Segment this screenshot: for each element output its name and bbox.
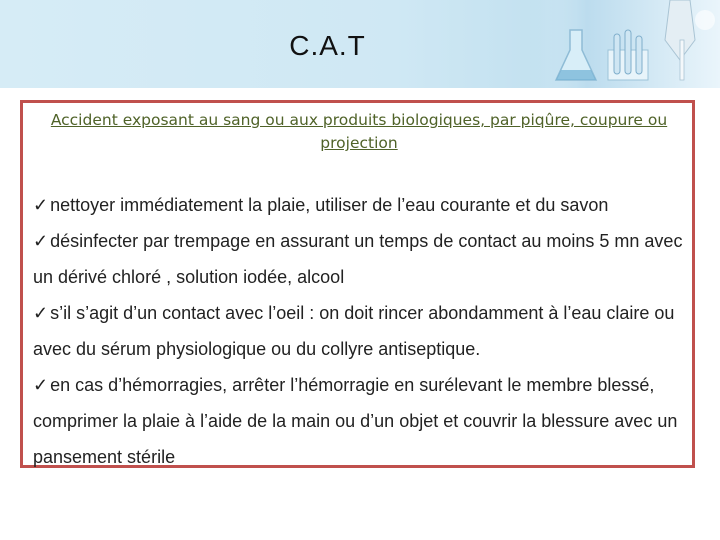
section-subtitle: Accident exposant au sang ou aux produits biologiques, par piqûre, coupure ou projection	[50, 111, 668, 152]
content-box	[20, 100, 695, 468]
checkmark-icon: ✓	[33, 303, 49, 323]
checkmark-icon: ✓	[33, 231, 49, 251]
bullet-list	[33, 187, 688, 475]
page-title: C.A.T	[289, 30, 366, 61]
bullet-text: nettoyer immédiatement la plaie, utiliser de l’eau courante et du savon	[50, 195, 609, 215]
bullet-text: s’il s’agit d’un contact avec l’oeil : on doit rincer abondamment à l’eau claire ou avec du sérum physiologique ou du collyre antiseptique.	[33, 303, 675, 359]
list-item	[33, 367, 688, 475]
checkmark-icon: ✓	[33, 375, 49, 395]
checkmark-icon: ✓	[33, 195, 49, 215]
list-item	[33, 295, 688, 367]
list-item	[33, 187, 688, 223]
list-item	[33, 223, 688, 295]
bullet-text: en cas d’hémorragies, arrêter l’hémorragie en surélevant le membre blessé, comprimer la plaie à l’aide de la main ou d’un objet et couvrir la blessure avec un pansement stérile	[33, 375, 678, 467]
bullet-text: désinfecter par trempage en assurant un temps de contact au moins 5 mn avec un dérivé chloré , solution iodée, alcool	[33, 231, 683, 287]
